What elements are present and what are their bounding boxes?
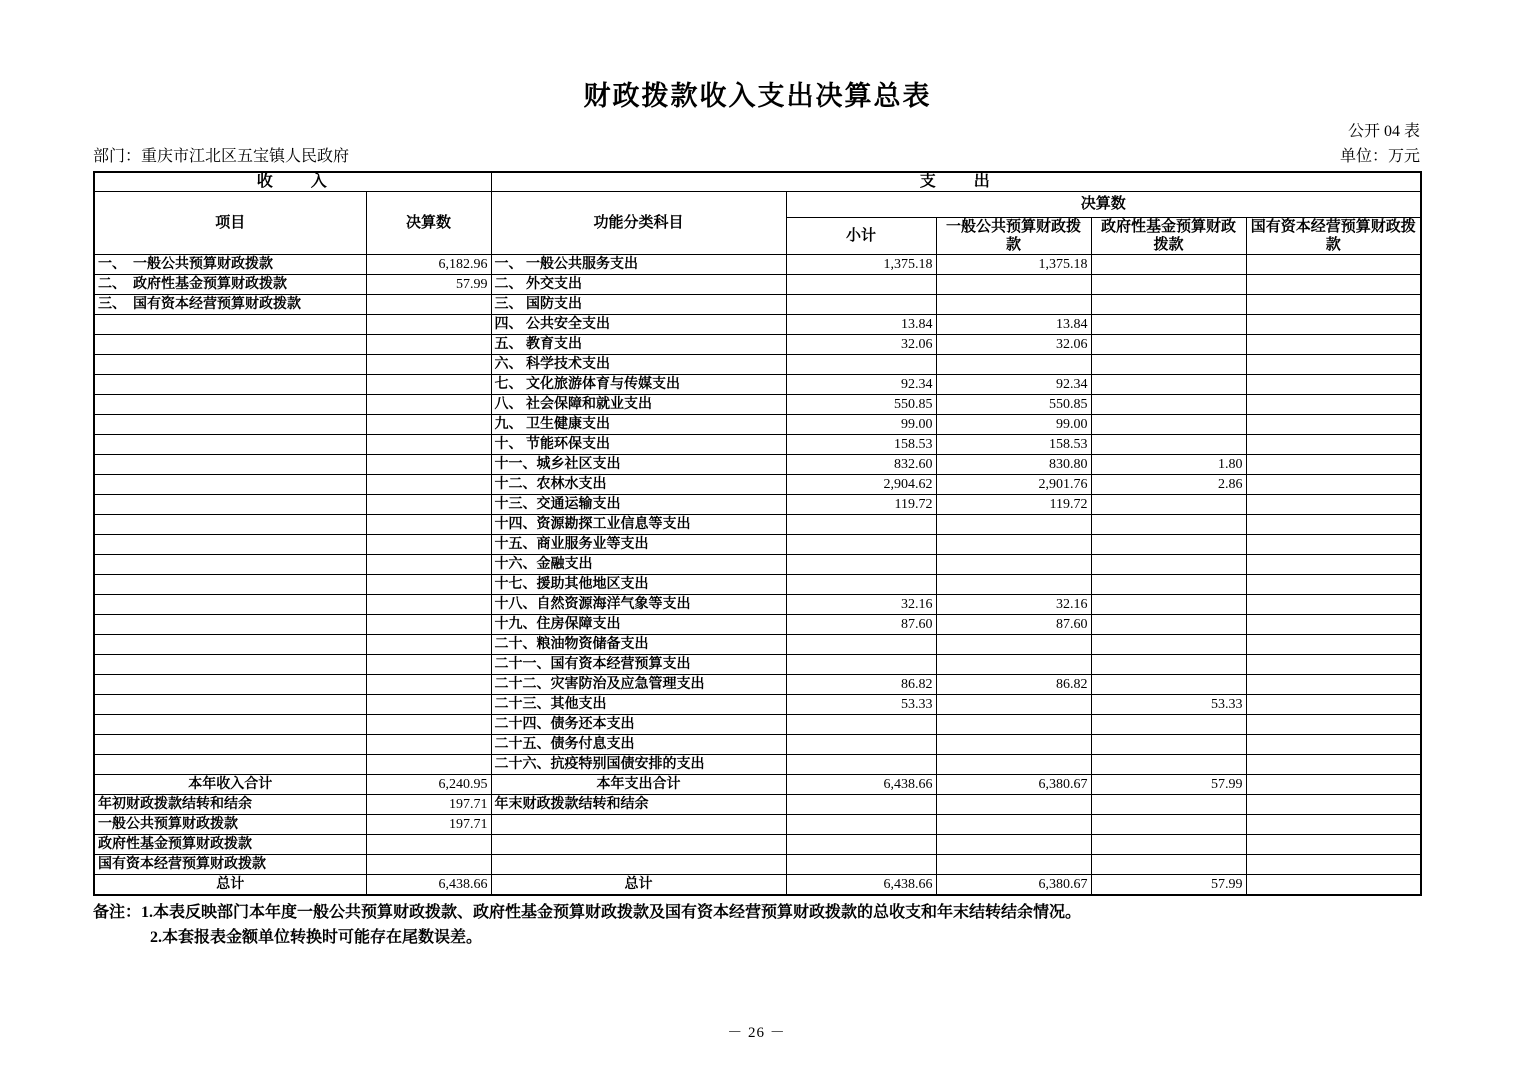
expense-gov-fund-cell	[1091, 855, 1246, 875]
income-item-cell	[94, 495, 366, 515]
table-row	[94, 395, 1421, 415]
expense-gov-fund-cell	[1091, 255, 1246, 275]
expense-gov-fund-cell	[1091, 555, 1246, 575]
expense-gov-fund-cell: 57.99	[1091, 875, 1246, 896]
expense-state-capital-cell	[1246, 435, 1421, 455]
expense-item-cell: 二、 外交支出	[491, 275, 786, 295]
expense-gov-fund-cell: 1.80	[1091, 455, 1246, 475]
note-line-1: 备注：1.本表反映部门本年度一般公共预算财政拨款、政府性基金预算财政拨款及国有资本经营预算财政拨款的总收支和年末结转结余情况。	[93, 904, 1082, 921]
income-item-cell	[94, 315, 366, 335]
expense-gov-fund-cell	[1091, 295, 1246, 315]
income-amount-cell: 197.71	[366, 815, 491, 835]
table-row	[94, 255, 1421, 275]
table-row	[94, 515, 1421, 535]
income-item-cell	[94, 615, 366, 635]
income-item-cell: 总计	[94, 875, 366, 896]
expense-general-public-cell	[936, 715, 1091, 735]
income-amount-cell	[366, 295, 491, 315]
expense-subtotal-cell: 550.85	[786, 395, 936, 415]
col-header-state-capital-budget: 国有资本经营预算财政拨款	[1246, 218, 1421, 255]
expense-general-public-cell: 119.72	[936, 495, 1091, 515]
income-amount-cell	[366, 635, 491, 655]
expense-state-capital-cell	[1246, 535, 1421, 555]
expense-general-public-cell	[936, 835, 1091, 855]
expense-state-capital-cell	[1246, 855, 1421, 875]
expense-general-public-cell	[936, 855, 1091, 875]
expense-subtotal-cell: 99.00	[786, 415, 936, 435]
income-item-cell	[94, 515, 366, 535]
income-item-cell	[94, 635, 366, 655]
expense-state-capital-cell	[1246, 675, 1421, 695]
expense-subtotal-cell	[786, 575, 936, 595]
expense-subtotal-cell	[786, 295, 936, 315]
expense-state-capital-cell	[1246, 775, 1421, 795]
expense-state-capital-cell	[1246, 415, 1421, 435]
income-item-cell	[94, 395, 366, 415]
expense-general-public-cell: 830.80	[936, 455, 1091, 475]
expense-item-cell	[491, 855, 786, 875]
expense-gov-fund-cell	[1091, 635, 1246, 655]
income-amount-cell	[366, 535, 491, 555]
expense-general-public-cell	[936, 735, 1091, 755]
expense-general-public-cell: 99.00	[936, 415, 1091, 435]
income-amount-cell	[366, 855, 491, 875]
expense-item-cell: 十九、住房保障支出	[491, 615, 786, 635]
expense-subtotal-cell	[786, 515, 936, 535]
table-header-row-groups	[94, 192, 1421, 218]
expense-item-cell: 二十二、灾害防治及应急管理支出	[491, 675, 786, 695]
income-amount-cell	[366, 455, 491, 475]
table-row	[94, 455, 1421, 475]
expense-state-capital-cell	[1246, 715, 1421, 735]
income-amount-cell: 6,438.66	[366, 875, 491, 896]
income-item-cell	[94, 675, 366, 695]
expense-item-cell: 十四、资源勘探工业信息等支出	[491, 515, 786, 535]
expense-gov-fund-cell: 53.33	[1091, 695, 1246, 715]
income-amount-cell	[366, 495, 491, 515]
expense-gov-fund-cell	[1091, 275, 1246, 295]
expense-subtotal-cell: 86.82	[786, 675, 936, 695]
expense-general-public-cell	[936, 515, 1091, 535]
income-amount-cell	[366, 675, 491, 695]
expense-gov-fund-cell	[1091, 535, 1246, 555]
expense-state-capital-cell	[1246, 635, 1421, 655]
expense-gov-fund-cell	[1091, 495, 1246, 515]
income-item-cell: 三、 国有资本经营预算财政拨款	[94, 295, 366, 315]
col-header-final-amount-group: 决算数	[786, 192, 1421, 218]
expense-gov-fund-cell	[1091, 715, 1246, 735]
income-amount-cell	[366, 395, 491, 415]
income-item-cell	[94, 335, 366, 355]
expense-item-cell: 十六、金融支出	[491, 555, 786, 575]
expense-subtotal-cell	[786, 795, 936, 815]
income-item-cell	[94, 735, 366, 755]
income-amount-cell	[366, 615, 491, 635]
expense-general-public-cell	[936, 695, 1091, 715]
expense-subtotal-cell: 13.84	[786, 315, 936, 335]
table-row	[94, 475, 1421, 495]
expense-subtotal-cell	[786, 355, 936, 375]
expense-item-cell: 一、 一般公共服务支出	[491, 255, 786, 275]
income-item-cell	[94, 355, 366, 375]
expense-state-capital-cell	[1246, 595, 1421, 615]
expense-general-public-cell	[936, 535, 1091, 555]
expense-state-capital-cell	[1246, 295, 1421, 315]
expense-subtotal-cell: 32.06	[786, 335, 936, 355]
expense-item-cell: 十三、交通运输支出	[491, 495, 786, 515]
table-row	[94, 735, 1421, 755]
table-row	[94, 675, 1421, 695]
expense-gov-fund-cell	[1091, 435, 1246, 455]
expense-gov-fund-cell	[1091, 815, 1246, 835]
expense-general-public-cell: 6,380.67	[936, 775, 1091, 795]
page-number: － 26 －	[727, 1025, 786, 1041]
income-amount-cell	[366, 435, 491, 455]
expense-item-cell: 十、 节能环保支出	[491, 435, 786, 455]
income-item-cell	[94, 415, 366, 435]
expense-gov-fund-cell	[1091, 795, 1246, 815]
income-item-cell	[94, 375, 366, 395]
expense-gov-fund-cell	[1091, 355, 1246, 375]
expense-item-cell	[491, 815, 786, 835]
expense-general-public-cell	[936, 295, 1091, 315]
table-row	[94, 615, 1421, 635]
income-item-cell	[94, 695, 366, 715]
expense-gov-fund-cell	[1091, 655, 1246, 675]
income-item-cell	[94, 455, 366, 475]
income-item-cell	[94, 755, 366, 775]
table-row	[94, 415, 1421, 435]
expense-general-public-cell: 1,375.18	[936, 255, 1091, 275]
income-amount-cell	[366, 595, 491, 615]
expense-subtotal-cell: 6,438.66	[786, 875, 936, 896]
table-row	[94, 355, 1421, 375]
income-amount-cell	[366, 375, 491, 395]
expense-subtotal-cell	[786, 635, 936, 655]
expense-subtotal-cell: 1,375.18	[786, 255, 936, 275]
expense-state-capital-cell	[1246, 755, 1421, 775]
table-row	[94, 555, 1421, 575]
expense-general-public-cell: 13.84	[936, 315, 1091, 335]
income-item-cell	[94, 595, 366, 615]
expense-general-public-cell: 92.34	[936, 375, 1091, 395]
expense-item-cell	[491, 835, 786, 855]
expense-gov-fund-cell: 57.99	[1091, 775, 1246, 795]
expense-state-capital-cell	[1246, 835, 1421, 855]
expense-item-cell: 十八、自然资源海洋气象等支出	[491, 595, 786, 615]
expense-state-capital-cell	[1246, 455, 1421, 475]
table-row	[94, 295, 1421, 315]
income-amount-cell	[366, 735, 491, 755]
expense-item-cell: 十五、商业服务业等支出	[491, 535, 786, 555]
expense-item-cell: 六、 科学技术支出	[491, 355, 786, 375]
expense-item-cell: 十七、援助其他地区支出	[491, 575, 786, 595]
col-header-functional-category: 功能分类科目	[491, 192, 786, 255]
expense-subtotal-cell	[786, 835, 936, 855]
table-row	[94, 775, 1421, 795]
income-amount-cell: 6,182.96	[366, 255, 491, 275]
expense-subtotal-cell: 6,438.66	[786, 775, 936, 795]
expense-state-capital-cell	[1246, 495, 1421, 515]
expense-subtotal-cell: 158.53	[786, 435, 936, 455]
income-item-cell	[94, 655, 366, 675]
expense-item-cell: 五、 教育支出	[491, 335, 786, 355]
expense-item-cell: 十二、农林水支出	[491, 475, 786, 495]
expense-general-public-cell: 32.06	[936, 335, 1091, 355]
expense-subtotal-cell: 53.33	[786, 695, 936, 715]
table-header-row-sections	[94, 172, 1421, 192]
table-row	[94, 435, 1421, 455]
table-row	[94, 575, 1421, 595]
income-item-cell: 二、 政府性基金预算财政拨款	[94, 275, 366, 295]
income-amount-cell	[366, 715, 491, 735]
income-amount-cell: 57.99	[366, 275, 491, 295]
income-amount-cell: 197.71	[366, 795, 491, 815]
expense-general-public-cell: 32.16	[936, 595, 1091, 615]
col-header-item: 项目	[94, 192, 366, 255]
income-amount-cell	[366, 335, 491, 355]
income-amount-cell	[366, 575, 491, 595]
income-amount-cell	[366, 415, 491, 435]
expense-general-public-cell	[936, 275, 1091, 295]
expense-item-cell: 二十五、债务付息支出	[491, 735, 786, 755]
expense-state-capital-cell	[1246, 375, 1421, 395]
table-row	[94, 595, 1421, 615]
expense-item-cell: 二十六、抗疫特别国债安排的支出	[491, 755, 786, 775]
income-item-cell: 政府性基金预算财政拨款	[94, 835, 366, 855]
expense-state-capital-cell	[1246, 515, 1421, 535]
income-amount-cell	[366, 655, 491, 675]
income-amount-cell	[366, 515, 491, 535]
expense-item-cell: 年末财政拨款结转和结余	[491, 795, 786, 815]
table-row	[94, 535, 1421, 555]
table-row	[94, 855, 1421, 875]
expense-subtotal-cell	[786, 275, 936, 295]
table-row	[94, 835, 1421, 855]
note-line-2: 2.本套报表金额单位转换时可能存在尾数误差。	[150, 928, 483, 946]
income-item-cell: 一、 一般公共预算财政拨款	[94, 255, 366, 275]
expense-state-capital-cell	[1246, 875, 1421, 896]
expense-gov-fund-cell	[1091, 315, 1246, 335]
table-row	[94, 375, 1421, 395]
expense-gov-fund-cell	[1091, 575, 1246, 595]
income-item-cell	[94, 715, 366, 735]
expense-general-public-cell: 6,380.67	[936, 875, 1091, 896]
expense-item-cell: 二十四、债务还本支出	[491, 715, 786, 735]
department-label: 部门：重庆市江北区五宝镇人民政府	[93, 148, 350, 165]
expense-state-capital-cell	[1246, 315, 1421, 335]
expense-general-public-cell	[936, 555, 1091, 575]
doc-code-label: 公开 04 表	[1347, 123, 1420, 140]
expense-item-cell: 八、 社会保障和就业支出	[491, 395, 786, 415]
expense-gov-fund-cell	[1091, 415, 1246, 435]
table-row	[94, 815, 1421, 835]
expense-general-public-cell	[936, 355, 1091, 375]
expense-subtotal-cell: 92.34	[786, 375, 936, 395]
expense-subtotal-cell	[786, 535, 936, 555]
expense-state-capital-cell	[1246, 575, 1421, 595]
expense-gov-fund-cell	[1091, 755, 1246, 775]
expense-subtotal-cell: 832.60	[786, 455, 936, 475]
expense-item-cell: 本年支出合计	[491, 775, 786, 795]
income-item-cell: 一般公共预算财政拨款	[94, 815, 366, 835]
expense-state-capital-cell	[1246, 615, 1421, 635]
expense-section-header: 支 出	[491, 172, 1421, 192]
table-row	[94, 695, 1421, 715]
expense-gov-fund-cell	[1091, 335, 1246, 355]
income-item-cell: 年初财政拨款结转和结余	[94, 795, 366, 815]
expense-general-public-cell: 87.60	[936, 615, 1091, 635]
expense-general-public-cell	[936, 635, 1091, 655]
expense-item-cell: 十一、城乡社区支出	[491, 455, 786, 475]
expense-subtotal-cell	[786, 755, 936, 775]
table-row	[94, 315, 1421, 335]
expense-subtotal-cell	[786, 555, 936, 575]
income-item-cell: 本年收入合计	[94, 775, 366, 795]
expense-state-capital-cell	[1246, 815, 1421, 835]
expense-state-capital-cell	[1246, 255, 1421, 275]
col-header-gov-fund-budget: 政府性基金预算财政拨款	[1091, 218, 1246, 255]
income-amount-cell	[366, 355, 491, 375]
expense-item-cell: 总计	[491, 875, 786, 896]
table-row	[94, 275, 1421, 295]
meta-row	[93, 143, 1420, 166]
expense-general-public-cell: 86.82	[936, 675, 1091, 695]
table-row	[94, 795, 1421, 815]
table-row	[94, 755, 1421, 775]
col-header-general-public-budget: 一般公共预算财政拨款	[936, 218, 1091, 255]
income-item-cell	[94, 575, 366, 595]
income-amount-cell	[366, 755, 491, 775]
expense-item-cell: 四、 公共安全支出	[491, 315, 786, 335]
expense-general-public-cell: 158.53	[936, 435, 1091, 455]
expense-state-capital-cell	[1246, 695, 1421, 715]
income-item-cell	[94, 535, 366, 555]
page-title: 财政拨款收入支出决算总表	[583, 81, 932, 111]
income-item-cell	[94, 475, 366, 495]
expense-state-capital-cell	[1246, 275, 1421, 295]
expense-state-capital-cell	[1246, 395, 1421, 415]
expense-item-cell: 二十一、国有资本经营预算支出	[491, 655, 786, 675]
income-item-cell	[94, 555, 366, 575]
expense-item-cell: 二十、粮油物资储备支出	[491, 635, 786, 655]
expense-gov-fund-cell	[1091, 515, 1246, 535]
income-amount-cell	[366, 315, 491, 335]
expense-state-capital-cell	[1246, 795, 1421, 815]
expense-item-cell: 七、 文化旅游体育与传媒支出	[491, 375, 786, 395]
expense-gov-fund-cell: 2.86	[1091, 475, 1246, 495]
expense-general-public-cell	[936, 755, 1091, 775]
expense-subtotal-cell	[786, 855, 936, 875]
expense-subtotal-cell: 32.16	[786, 595, 936, 615]
unit-label: 单位：万元	[1339, 148, 1420, 165]
expense-general-public-cell: 2,901.76	[936, 475, 1091, 495]
table-body	[94, 255, 1421, 896]
expense-item-cell: 二十三、其他支出	[491, 695, 786, 715]
table-row	[94, 655, 1421, 675]
expense-state-capital-cell	[1246, 735, 1421, 755]
expense-state-capital-cell	[1246, 555, 1421, 575]
income-amount-cell	[366, 475, 491, 495]
expense-gov-fund-cell	[1091, 595, 1246, 615]
table-row	[94, 875, 1421, 896]
expense-state-capital-cell	[1246, 655, 1421, 675]
col-header-subtotal: 小计	[786, 218, 936, 255]
expense-state-capital-cell	[1246, 475, 1421, 495]
expense-gov-fund-cell	[1091, 675, 1246, 695]
col-header-final-amount: 决算数	[366, 192, 491, 255]
income-amount-cell	[366, 695, 491, 715]
income-item-cell: 国有资本经营预算财政拨款	[94, 855, 366, 875]
notes-block	[93, 901, 1420, 951]
expense-item-cell: 三、 国防支出	[491, 295, 786, 315]
expense-general-public-cell	[936, 575, 1091, 595]
expense-gov-fund-cell	[1091, 735, 1246, 755]
expense-gov-fund-cell	[1091, 395, 1246, 415]
expense-subtotal-cell	[786, 655, 936, 675]
expense-general-public-cell	[936, 655, 1091, 675]
expense-subtotal-cell	[786, 735, 936, 755]
expense-state-capital-cell	[1246, 355, 1421, 375]
table-row	[94, 335, 1421, 355]
income-amount-cell	[366, 555, 491, 575]
expense-subtotal-cell: 2,904.62	[786, 475, 936, 495]
expense-gov-fund-cell	[1091, 835, 1246, 855]
expense-subtotal-cell	[786, 715, 936, 735]
expense-subtotal-cell: 119.72	[786, 495, 936, 515]
expense-gov-fund-cell	[1091, 615, 1246, 635]
expense-item-cell: 九、 卫生健康支出	[491, 415, 786, 435]
fiscal-table	[93, 171, 1422, 896]
table-row	[94, 495, 1421, 515]
income-section-header: 收 入	[94, 172, 491, 192]
table-row	[94, 635, 1421, 655]
expense-state-capital-cell	[1246, 335, 1421, 355]
income-amount-cell	[366, 835, 491, 855]
income-item-cell	[94, 435, 366, 455]
expense-gov-fund-cell	[1091, 375, 1246, 395]
expense-general-public-cell	[936, 815, 1091, 835]
expense-subtotal-cell: 87.60	[786, 615, 936, 635]
expense-subtotal-cell	[786, 815, 936, 835]
expense-general-public-cell	[936, 795, 1091, 815]
income-amount-cell: 6,240.95	[366, 775, 491, 795]
table-row	[94, 715, 1421, 735]
expense-general-public-cell: 550.85	[936, 395, 1091, 415]
